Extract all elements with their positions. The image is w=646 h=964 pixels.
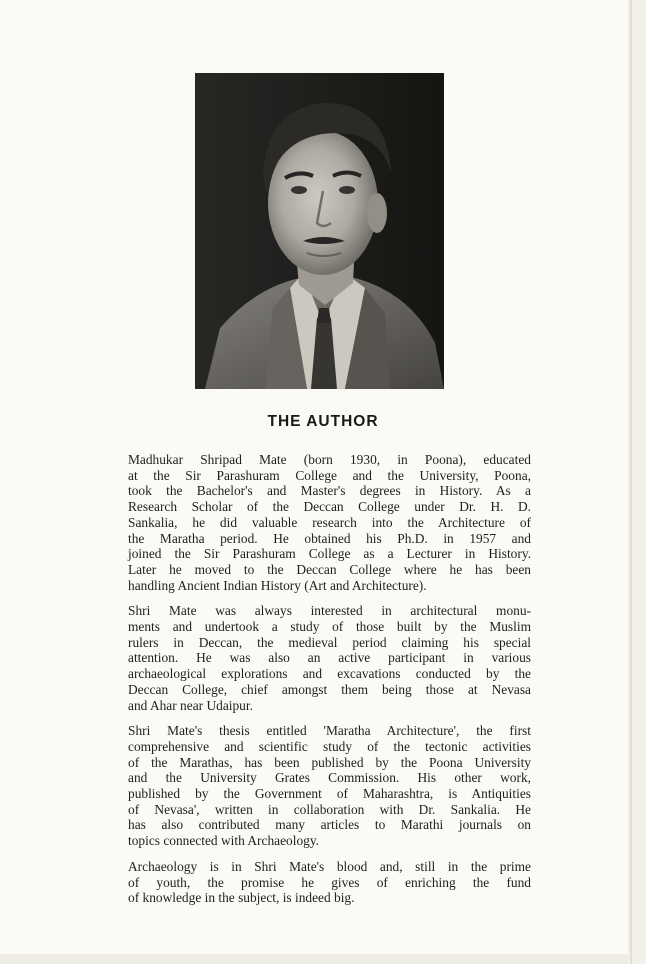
text-line: at the Sir Parashuram College and the University, Poona,	[128, 467, 531, 483]
text-line: took the Bachelor's and Master's degrees in History. As a	[128, 483, 531, 499]
text-line: Sankalia, he did valuable research into the Architecture of	[128, 514, 531, 530]
text-line: of Nevasa', written in collaboration with Dr. Sankalia. He	[128, 801, 531, 817]
text-line: attention. He was also an active participant in various	[128, 650, 531, 666]
text-line: Later he moved to the Deccan College where he has been	[128, 561, 531, 577]
bio-paragraph-3	[128, 723, 531, 849]
text-line: rulers in Deccan, the medieval period claiming his special	[128, 634, 531, 650]
author-portrait	[195, 73, 444, 389]
author-biography	[128, 452, 531, 916]
text-line: has also contributed many articles to Marathi journals on	[128, 817, 531, 833]
author-portrait-image	[195, 73, 444, 389]
text-line: joined the Sir Parashuram College as a Lecturer in History.	[128, 546, 531, 562]
text-line: topics connected with Archaeology.	[128, 833, 320, 849]
heading-the-author: THE AUTHOR	[267, 413, 379, 430]
text-line: published by the Government of Maharashtra, is Antiquities	[128, 786, 531, 802]
text-line: of youth, the promise he gives of enriching the fund	[128, 874, 531, 890]
text-line: Archaeology is in Shri Mate's blood and, still in the prime	[128, 858, 531, 874]
text-line: of the Marathas, has been published by the Poona University	[128, 754, 531, 770]
text-line: Research Scholar of the Deccan College under Dr. H. D.	[128, 499, 531, 515]
bio-paragraph-4	[128, 859, 531, 906]
text-line: ments and undertook a study of those built by the Muslim	[128, 619, 531, 635]
text-line: of knowledge in the subject, is indeed big.	[128, 890, 355, 906]
text-line: comprehensive and scientific study of the tectonic activities	[128, 738, 531, 754]
text-line: and the University Grates Commission. His other work,	[128, 770, 531, 786]
bio-paragraph-1	[128, 452, 531, 593]
text-line: and Ahar near Udaipur.	[128, 697, 253, 713]
text-line: Shri Mate was always interested in architectural monu-	[128, 603, 531, 619]
text-line: Deccan College, chief amongst them being those at Nevasa	[128, 681, 531, 697]
text-line: handling Ancient Indian History (Art and Architecture).	[128, 577, 427, 593]
page-edge	[630, 0, 632, 964]
text-line: Shri Mate's thesis entitled 'Maratha Architecture', the first	[128, 723, 531, 739]
bio-paragraph-2	[128, 603, 531, 713]
text-line: Madhukar Shripad Mate (born 1930, in Poona), educated	[128, 452, 531, 467]
text-line: the Maratha period. He obtained his Ph.D. in 1957 and	[128, 530, 531, 546]
text-line: archaeological explorations and excavations conducted by the	[128, 666, 531, 682]
